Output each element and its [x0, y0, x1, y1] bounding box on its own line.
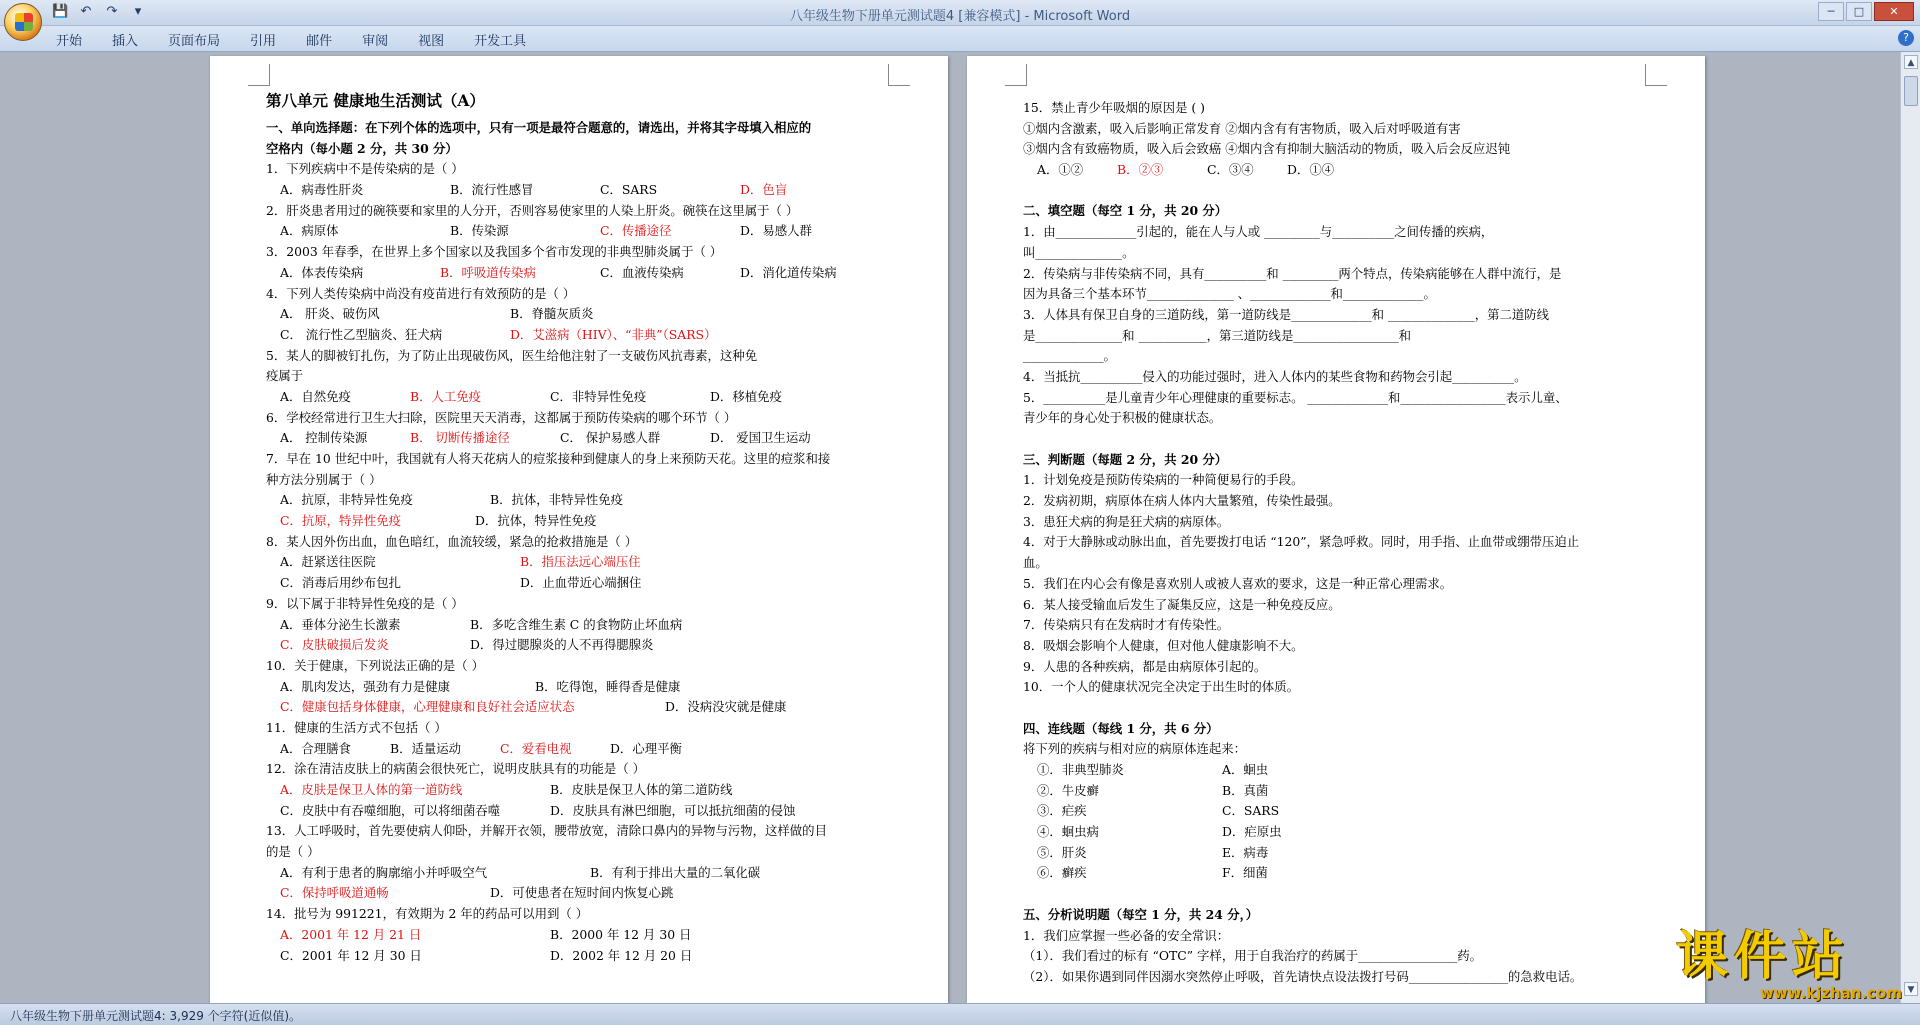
answer-option: A． 控制传染源 — [280, 430, 368, 446]
answer-option: D．消化道传染病 — [740, 264, 837, 280]
document-title: 第八单元 健康地生活测试（A） — [266, 91, 485, 110]
answer-option: D．可使患者在短时间内恢复心跳 — [490, 885, 674, 901]
answer-option: ⑥．癣疾 — [1037, 865, 1087, 881]
answer-option: A．自然免疫 — [280, 388, 351, 404]
answer-option: A．病原体 — [280, 223, 339, 239]
question-text: 疫属于 — [266, 368, 304, 384]
question-text: 5．某人的脚被钉扎伤，为了防止出现破伤风，医生给他注射了一支破伤风抗毒素，这种免 — [266, 347, 758, 363]
answer-option: D．止血带近心端捆住 — [520, 575, 642, 591]
answer-option: ④．蛔虫病 — [1037, 824, 1099, 840]
help-icon[interactable]: ? — [1898, 30, 1914, 46]
answer-option: D． 爱国卫生运动 — [710, 430, 811, 446]
answer-options — [1023, 863, 1661, 884]
answer-option: C．③④ — [1207, 162, 1254, 178]
question-text: ①烟内含激素，吸入后影响正常发育 ②烟内含有有害物质，吸入后对呼吸道有害 — [1023, 120, 1461, 136]
question-text: 1．下列疾病中不是传染病的是（ ） — [266, 161, 464, 177]
answer-option: B．皮肤是保卫人体的第二道防线 — [550, 782, 733, 797]
answer-option: B．抗体，非特异性免疫 — [490, 492, 624, 508]
question-text: 2．传染病与非传染病不同，具有__________和 _________两个特点，传染病能够在人群中流行，是 — [1023, 265, 1562, 281]
correct-answer-option: C．健康包括身体健康，心理健康和良好社会适应状态 — [280, 699, 575, 715]
close-button[interactable]: ✕ — [1874, 2, 1914, 21]
redo-icon[interactable]: ↷ — [106, 4, 118, 19]
answer-option: A． 肝炎、破伤风 — [280, 306, 380, 322]
answer-options — [266, 490, 904, 511]
question-text: 6．某人接受输血后发生了凝集反应，这是一种免疫反应。 — [1023, 596, 1341, 612]
tab-home[interactable]: 开始 — [56, 34, 83, 49]
answer-option: ①．非典型肺炎 — [1037, 762, 1124, 777]
question-text: 7．传染病只有在发病时才有传染性。 — [1023, 617, 1230, 633]
answer-option: A．蛔虫 — [1222, 762, 1269, 777]
question-text: 10．一个人的健康状况完全决定于出生时的体质。 — [1023, 679, 1299, 695]
answer-options — [266, 180, 904, 201]
answer-options — [266, 739, 904, 760]
question-text: 10．关于健康，下列说法正确的是（ ） — [266, 657, 484, 673]
tab-mailings[interactable]: 邮件 — [306, 34, 333, 49]
answer-options — [1023, 781, 1661, 802]
question-text: 3．患狂犬病的狗是狂犬病的病原体。 — [1023, 513, 1230, 529]
answer-options — [266, 946, 904, 967]
answer-options — [266, 511, 904, 532]
answer-options — [1023, 160, 1661, 181]
ribbon — [0, 26, 1920, 52]
correct-answer-option: B．指压法远心端压住 — [520, 554, 641, 570]
answer-options — [266, 697, 904, 718]
window-controls — [1818, 2, 1914, 21]
tab-review[interactable]: 审阅 — [362, 34, 389, 49]
answer-option: A．垂体分泌生长激素 — [280, 616, 401, 632]
answer-option: C．2001 年 12 月 30 日 — [280, 947, 422, 963]
answer-option: C． 流行性乙型脑炎、狂犬病 — [280, 326, 443, 342]
question-text: 2．发病初期，病原体在病人体内大量繁殖，传染性最强。 — [1023, 493, 1341, 509]
correct-answer-option: C．保持呼吸道通畅 — [280, 885, 389, 901]
answer-option: D．心理平衡 — [610, 740, 682, 756]
answer-option: ②．牛皮癣 — [1037, 782, 1099, 798]
correct-answer-option: B．呼吸道传染病 — [440, 264, 536, 280]
answer-option: D．得过腮腺炎的人不再得腮腺炎 — [470, 637, 654, 653]
answer-options — [266, 801, 904, 822]
answer-option: C．消毒后用纱布包扎 — [280, 575, 401, 591]
blank-line — [1023, 884, 1661, 905]
question-text: 的是（ ） — [266, 844, 320, 860]
answer-option: D．移植免疫 — [710, 388, 782, 404]
question-text: 9．以下属于非特异性免疫的是（ ） — [266, 595, 464, 611]
status-bar — [0, 1003, 1920, 1025]
watermark-url: www.kjzhan.com — [1759, 984, 1902, 1002]
answer-options — [266, 428, 904, 449]
answer-option: D．易感人群 — [740, 223, 812, 239]
question-text: 12．涂在清洁皮肤上的病菌会很快死亡，说明皮肤具有的功能是（ ） — [266, 761, 646, 777]
answer-options — [266, 552, 904, 573]
answer-options — [1023, 822, 1661, 843]
answer-options — [266, 615, 904, 636]
ribbon-tabs — [56, 30, 526, 49]
answer-option: A．有利于患者的胸廓缩小并呼吸空气 — [280, 864, 488, 880]
answer-option: ③．疟疾 — [1037, 803, 1087, 819]
correct-answer-option: D．艾滋病（HIV）、“非典”（SARS） — [510, 326, 717, 342]
answer-option: C．非特异性免疫 — [550, 388, 647, 404]
question-text: 1．由_____________引起的，能在人与人或 _________与__________之间传播的疾病， — [1023, 224, 1494, 240]
section-heading: 二、填空题（每空 1 分，共 20 分） — [1023, 203, 1228, 219]
answer-option: B．2000 年 12 月 30 日 — [550, 926, 692, 942]
question-text: 叫______________。 — [1023, 244, 1135, 260]
question-text: 7．早在 10 世纪中叶，我国就有人将天花病人的痘浆接种到健康人的身上来预防天花。这里的痘浆和接 — [266, 451, 831, 466]
page-content — [1023, 98, 1661, 988]
answer-option: B．适量运动 — [390, 740, 462, 756]
tab-references[interactable]: 引用 — [250, 34, 277, 49]
answer-option: B．有利于排出大量的二氧化碳 — [590, 864, 761, 880]
correct-answer-option: D．色盲 — [740, 182, 788, 198]
document-page-left[interactable] — [210, 56, 948, 1003]
question-text: （1）．我们看过的标有 “OTC” 字样，用于自我治疗的药属于________________药。 — [1023, 948, 1483, 964]
question-text: 4．当抵抗__________侵入的功能过强时，进入人体内的某些食物和药物会引起__________。 — [1023, 368, 1527, 384]
answer-options — [266, 221, 904, 242]
answer-option: C．血液传染病 — [600, 264, 684, 280]
scroll-down-icon[interactable]: ▼ — [1904, 982, 1918, 996]
page-content — [266, 88, 904, 966]
answer-option: A．合理膳食 — [280, 740, 351, 756]
word-count-status[interactable]: 八年级生物下册单元测试题4: 3,929 个字符(近似值)。 — [10, 1009, 302, 1023]
section-heading: 四、连线题（每线 1 分，共 6 分） — [1023, 720, 1219, 736]
answer-option: B．脊髓灰质炎 — [510, 306, 594, 322]
answer-options — [266, 863, 904, 884]
vertical-scrollbar[interactable] — [1900, 52, 1920, 1003]
question-text: 因为具备三个基本环节______________ 、_____________和_____________。 — [1023, 286, 1436, 302]
crop-mark — [888, 64, 910, 86]
blank-line — [1023, 429, 1661, 450]
correct-answer-option: C．抗原，特异性免疫 — [280, 513, 401, 529]
answer-option: B．吃得饱，睡得香是健康 — [535, 678, 681, 694]
document-area[interactable] — [0, 52, 1900, 1003]
answer-options — [266, 263, 904, 284]
answer-options — [266, 573, 904, 594]
answer-option: D．没病没灾就是健康 — [665, 699, 787, 715]
answer-options — [266, 780, 904, 801]
answer-option: A．赶紧送往医院 — [280, 554, 376, 570]
question-text: 5．__________是儿童青少年心理健康的重要标志。 _____________和_________________表示儿童、 — [1023, 389, 1568, 405]
correct-answer-option: B．人工免疫 — [410, 388, 482, 404]
blank-line — [1023, 698, 1661, 719]
crop-mark — [1005, 64, 1027, 86]
answer-options — [266, 304, 904, 325]
answer-option: C．皮肤中有吞噬细胞，可以将细菌吞噬 — [280, 802, 501, 818]
question-text: 4．下列人类传染病中尚没有疫苗进行有效预防的是（ ） — [266, 285, 576, 301]
minimize-button[interactable]: ─ — [1818, 2, 1844, 21]
answer-option: B．流行性感冒 — [450, 182, 534, 198]
question-text: 3．人体具有保卫自身的三道防线，第一道防线是_____________和 ______________，第二道防线 — [1023, 306, 1550, 322]
scroll-thumb[interactable] — [1904, 76, 1918, 106]
answer-option: C． 保护易感人群 — [560, 430, 661, 446]
question-text: 4．对于大静脉或动脉出血，首先要拨打电话 “120”，紧急呼救。同时，用手指、止血带或绷带压迫止 — [1023, 534, 1580, 550]
question-text: 13．人工呼吸时，首先要使病人仰卧，并解开衣领，腰带放宽，清除口鼻内的异物与污物，这样做的目 — [266, 823, 827, 839]
question-text: 血。 — [1023, 555, 1048, 571]
watermark-title: 课件站 — [1676, 927, 1851, 987]
correct-answer-option: A．2001 年 12 月 21 日 — [280, 926, 422, 942]
correct-answer-option: A．皮肤是保卫人体的第一道防线 — [280, 782, 463, 797]
correct-answer-option: C．传播途径 — [600, 223, 672, 239]
question-text: 8．某人因外伤出血，血色暗红，血流较缓，紧急的抢救措施是（ ） — [266, 533, 638, 549]
save-icon[interactable]: 💾 — [52, 4, 69, 19]
answer-option: D．2002 年 12 月 20 日 — [550, 947, 693, 963]
question-text: 将下列的疾病与相对应的病原体连起来： — [1023, 741, 1247, 757]
answer-option: A．病毒性肝炎 — [280, 182, 364, 198]
scroll-up-icon[interactable]: ▲ — [1904, 55, 1918, 69]
answer-options — [266, 883, 904, 904]
customize-qat-icon[interactable]: ▾ — [134, 4, 142, 19]
answer-option: C．SARS — [600, 182, 658, 198]
answer-option: A．抗原，非特异性免疫 — [280, 492, 413, 508]
tab-developer[interactable]: 开发工具 — [474, 34, 527, 49]
tab-view[interactable]: 视图 — [418, 34, 445, 49]
answer-options — [266, 325, 904, 346]
answer-option: B．多吃含维生素 C 的食物防止坏血病 — [470, 616, 683, 632]
section-heading: 五、分析说明题（每空 1 分，共 24 分，） — [1023, 906, 1259, 922]
question-text: 9．人患的各种疾病，都是由病原体引起的。 — [1023, 658, 1267, 674]
answer-option: F．细菌 — [1222, 865, 1268, 881]
question-text: 青少年的身心处于积极的健康状态。 — [1023, 410, 1222, 426]
document-page-right[interactable] — [967, 56, 1705, 1003]
correct-answer-option: C．爱看电视 — [500, 740, 572, 756]
question-text: 1．我们应掌握一些必备的安全常识： — [1023, 927, 1230, 943]
crop-mark — [1645, 64, 1667, 86]
answer-option: B．传染源 — [450, 223, 509, 239]
question-text: 11．健康的生活方式不包括（ ） — [266, 719, 447, 735]
answer-options — [1023, 843, 1661, 864]
answer-option: A．①② — [1037, 162, 1084, 178]
answer-option: A．肌肉发达，强劲有力是健康 — [280, 678, 451, 694]
answer-option: A．体表传染病 — [280, 264, 364, 280]
undo-icon[interactable]: ↶ — [80, 4, 92, 19]
question-text: 14．批号为 991221，有效期为 2 年的药品可以用到（ ） — [266, 906, 589, 922]
window-title: 八年级生物下册单元测试题4 [兼容模式] - Microsoft Word — [789, 9, 1131, 24]
question-text: 8．吸烟会影响个人健康，但对他人健康影响不大。 — [1023, 637, 1304, 653]
section-heading: 一、单向选择题：在下列个体的选项中，只有一项是最符合题意的，请选出，并将其字母填入相应的 — [266, 120, 812, 135]
answer-option: ⑤．肝炎 — [1037, 844, 1087, 860]
question-text: 1．计划免疫是预防传染病的一种简便易行的手段。 — [1023, 472, 1304, 488]
office-button[interactable] — [4, 3, 42, 41]
answer-options — [266, 925, 904, 946]
answer-options — [266, 677, 904, 698]
answer-option: E．病毒 — [1222, 844, 1269, 860]
tab-page-layout[interactable]: 页面布局 — [168, 34, 221, 49]
question-text: _____________。 — [1023, 348, 1116, 364]
tab-insert[interactable]: 插入 — [112, 34, 139, 49]
correct-answer-option: C．皮肤破损后发炎 — [280, 637, 389, 653]
crop-mark — [248, 64, 270, 86]
correct-answer-option: B． 切断传播途径 — [410, 430, 510, 446]
answer-option: D．皮肤具有淋巴细胞，可以抵抗细菌的侵蚀 — [550, 802, 796, 818]
question-text: 2．肝炎患者用过的碗筷要和家里的人分开，否则容易使家里的人染上肝炎。碗筷在这里属于（ ） — [266, 202, 799, 218]
question-text: 3．2003 年春季，在世界上多个国家以及我国多个省市发现的非典型肺炎属于（ ） — [266, 244, 723, 260]
question-text: 是______________和 ___________，第三道防线是_________________和 — [1023, 327, 1412, 343]
question-text: （2）．如果你遇到同伴因溺水突然停止呼吸，首先请快点设法拨打号码________________的急救电话。 — [1023, 968, 1583, 984]
answer-option: C．SARS — [1222, 803, 1280, 819]
answer-option: D．抗体，特异性免疫 — [475, 513, 597, 529]
office-logo-icon — [15, 13, 33, 31]
question-text: 5．我们在内心会有像是喜欢别人或被人喜欢的要求，这是一种正常心理需求。 — [1023, 575, 1453, 591]
section-heading: 空格内（每小题 2 分，共 30 分） — [266, 140, 458, 156]
answer-options — [266, 635, 904, 656]
answer-option: B．真菌 — [1222, 782, 1269, 798]
question-text: 15．禁止青少年吸烟的原因是 ( ) — [1023, 100, 1205, 115]
question-text: ③烟内含有致癌物质，吸入后会致癌 ④烟内含有抑制大脑活动的物质，吸入后会反应迟钝 — [1023, 141, 1511, 157]
maximize-button[interactable]: □ — [1846, 2, 1872, 21]
title-bar — [0, 0, 1920, 26]
blank-line — [1023, 181, 1661, 202]
question-text: 6．学校经常进行卫生大扫除，医院里天天消毒，这都属于预防传染病的哪个环节（ ） — [266, 409, 737, 425]
answer-options — [266, 387, 904, 408]
answer-options — [1023, 801, 1661, 822]
answer-option: D．疟原虫 — [1222, 824, 1282, 840]
watermark-logo — [1676, 928, 1908, 1003]
section-heading: 三、判断题（每题 2 分，共 20 分） — [1023, 451, 1228, 467]
question-text: 种方法分别属于（ ） — [266, 471, 382, 487]
answer-option: D．①④ — [1287, 162, 1335, 178]
correct-answer-option: B．②③ — [1117, 162, 1164, 178]
answer-options — [1023, 760, 1661, 781]
